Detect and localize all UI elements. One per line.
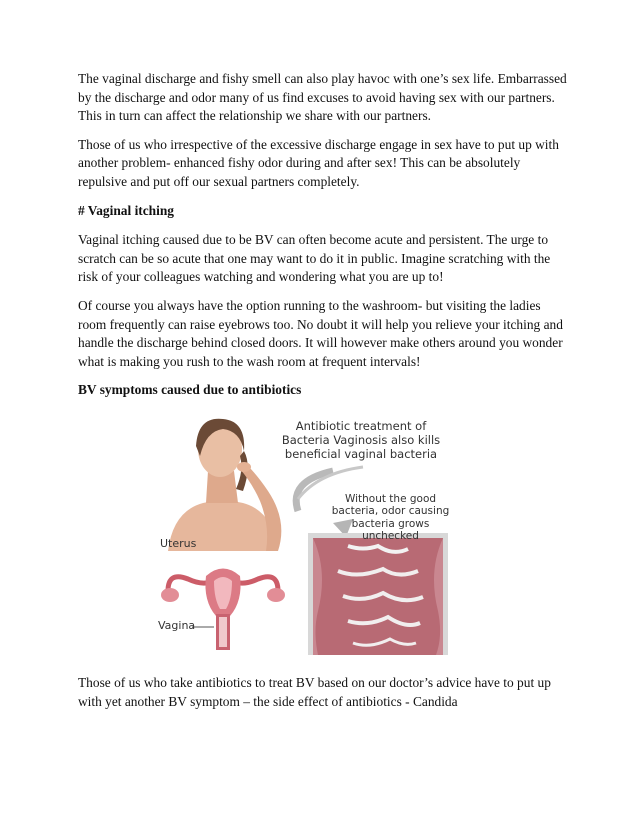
paragraph-itching: Vaginal itching caused due to be BV can often become acute and persistent. The urge to scratch can be so acute that one may want to do it in public. Imagine scratching with the risk of your colleagues watching and wondering what you are up to! (78, 232, 551, 285)
paragraph-sex-life: The vaginal discharge and fishy smell can also play havoc with one’s sex life. Embarrassed by the discharge and odor many of us find excuses to avoid having sex with our partners. This in turn can affect the relationship we share with our partners. (78, 71, 567, 124)
document-page (78, 70, 568, 721)
vaginal-wall-closeup (308, 533, 448, 655)
paragraph-washroom: Of course you always have the option running to the washroom- but visiting the ladies room frequently can raise eyebrows too. No doubt it will help you relieve your itching and handle the discharge behind closed doors. It will however make others around you wonder what is making you rush to the wash room at frequent intervals! (78, 297, 563, 369)
paragraph-antibiotics-side-effect: Those of us who take antibiotics to treat BV based on our doctor’s advice have to put up with yet another BV symptom – the side effect of antibiotics - Candida (78, 674, 551, 709)
woman-figure (168, 419, 281, 551)
heading-antibiotics: BV symptoms caused due to antibiotics (78, 382, 302, 398)
heading-vaginal-itching: # Vaginal itching (78, 202, 174, 218)
bv-illustration (148, 411, 448, 656)
callout-without-good-bacteria: Without the good bacteria, odor causing bacteria grows unchecked (331, 492, 450, 543)
uterus-diagram (161, 568, 285, 650)
label-uterus: Uterus (160, 536, 197, 550)
paragraph-fishy-odor: Those of us who irrespective of the excessive discharge engage in sex have to put up with another problem- enhanced fishy odor during and after sex! This can be absolutely repulsive and put off our sexual partners completely. (78, 136, 559, 189)
label-vagina: Vagina (158, 618, 196, 632)
callout-antibiotic-treatment: Antibiotic treatment of Bacteria Vaginosis also kills beneficial vaginal bacteria (281, 418, 441, 461)
